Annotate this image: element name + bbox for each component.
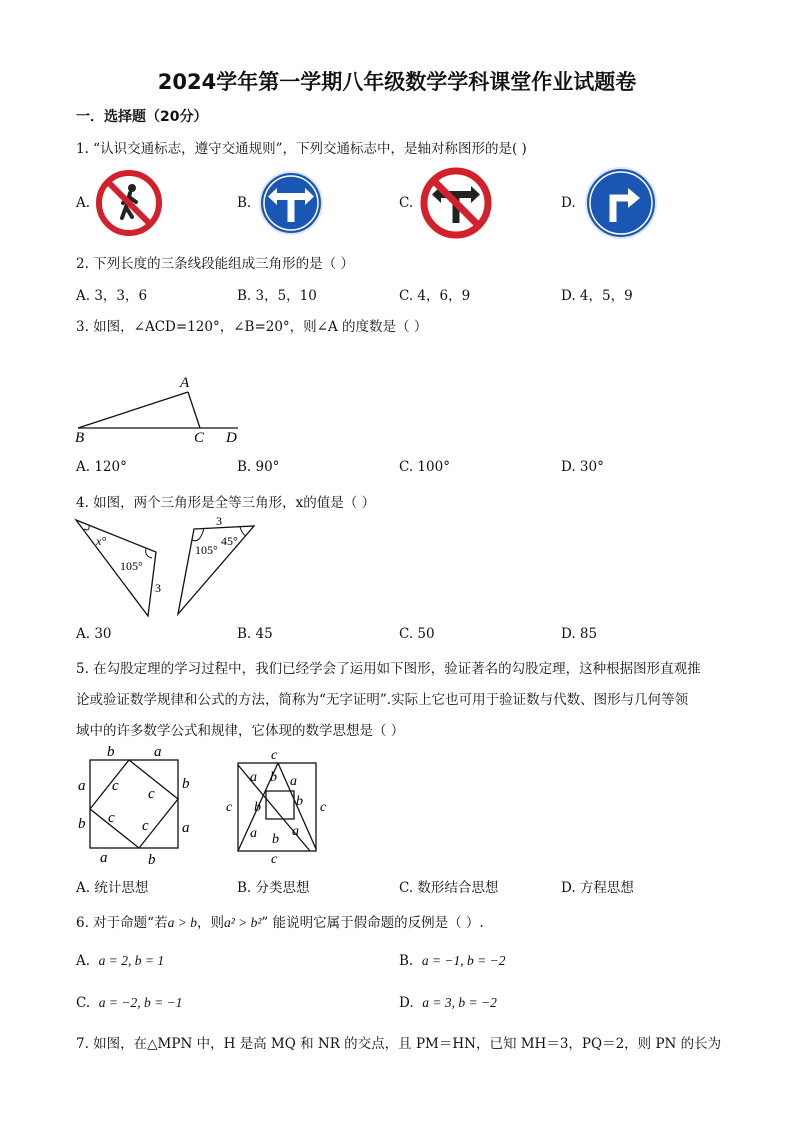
q4-triangles-figure [70,512,270,620]
q3-label-a: A [180,375,190,391]
q4-label-3-right: 3 [216,514,222,528]
q5-option-c: C. 数形结合思想 [399,880,499,896]
q2-option-a: A. 3，3，6 [76,288,148,304]
q3-label-c: C [194,430,205,446]
q5-fig2-label: b [270,770,277,785]
section-heading: 一．选择题（20分） [76,109,208,125]
q3-label-d: D [226,430,237,446]
q5-fig1-label: a [100,850,108,866]
q2-stem: 2. 下列长度的三条线段能组成三角形的是（ ） [76,256,354,272]
q5-fig1-label: b [148,852,156,868]
q3-option-d: D. 30° [561,459,604,475]
q4-option-c: C. 50 [399,626,435,642]
q4-stem: 4. 如图，两个三角形是全等三角形，x的值是（ ） [76,495,376,511]
q5-fig1-label: c [148,786,155,802]
q5-line-2: 论或验证数学规律和公式的方法，简称为“无字证明”.实际上它也可用于验证数与代数、图形与几何等领 [76,692,689,708]
q6-stem-part: 6. 对于命题“若 [76,915,168,931]
q6-option-letter: C. [76,995,91,1011]
q6-stem [76,911,484,931]
q2-option-d: D. 4，5，9 [561,288,633,304]
left-right-turn-sign-icon [258,170,324,236]
q1-stem: 1. “认识交通标志，遵守交通规则”，下列交通标志中，是轴对称图形的是( ) [76,141,527,157]
q6-option-c [76,995,182,1011]
q5-line-3: 域中的许多数学公式和规律，它体现的数学思想是（ ） [76,723,405,739]
q5-fig1-label: c [112,778,119,794]
q3-label-b: B [75,430,85,446]
q1-option-c: C. [399,195,414,211]
q6-option-letter: A. [76,953,91,969]
q5-fig2-label: b [254,800,261,815]
q5-fig2-label: a [250,770,257,785]
q5-fig2-label: c [320,800,327,815]
q5-option-a: A. 统计思想 [76,880,149,896]
q1-option-b: B. [237,195,252,211]
q2-option-b: B. 3，5，10 [237,288,317,304]
q5-fig2-label: c [271,748,278,763]
q6-stem-part: ，则 [196,915,224,931]
q4-option-d: D. 85 [561,626,598,642]
q6-option-d [399,995,497,1011]
q5-option-b: B. 分类思想 [237,880,310,896]
q5-fig1-label: a [182,820,190,836]
q5-line-1: 5. 在勾股定理的学习过程中，我们已经学会了运用如下图形，验证著名的勾股定理，这种根据图形直观推 [76,661,701,677]
q6-option-letter: B. [399,953,414,969]
no-pedestrian-sign-icon [96,170,162,236]
q3-option-a: A. 120° [76,459,127,475]
q4-option-b: B. 45 [237,626,273,642]
q6-stem-math: a > b [167,915,197,930]
q3-option-c: C. 100° [399,459,450,475]
q3-stem: 3. 如图，∠ACD=120°，∠B=20°，则∠A 的度数是（ ） [76,319,428,335]
q5-fig1-label: a [154,744,162,760]
q5-fig1-label: c [142,818,149,834]
q5-fig1-label: a [78,778,86,794]
q5-square-figure-right [222,745,334,865]
q6-option-value: a = −2, b = −1 [98,995,183,1010]
q5-fig1-label: b [107,744,115,760]
q5-fig1-label: b [78,816,86,832]
q3-option-b: B. 90° [237,459,280,475]
q4-label-45: 45° [221,534,238,548]
q6-option-value: a = −1, b = −2 [421,953,506,968]
q5-option-d: D. 方程思想 [561,880,634,896]
q5-fig2-label: c [271,852,278,865]
q4-label-3-left: 3 [155,581,161,595]
q4-label-105-left: 105° [120,559,143,573]
q5-fig2-label: b [296,794,303,809]
q1-option-d: D. [561,195,576,211]
right-turn-sign-icon [584,166,658,240]
q6-option-a [76,953,164,969]
q3-triangle-figure [70,370,250,446]
q4-label-105-right: 105° [195,543,218,557]
q7-stem: 7. 如图，在△MPN 中，H 是高 MQ 和 NR 的交点，且 PM＝HN，已知 MH＝3，PQ＝2，则 PN 的长为 [76,1036,722,1052]
q6-stem-math: a² > b² [223,915,262,930]
q5-fig2-label: b [272,832,279,847]
q6-option-value: a = 2, b = 1 [98,953,165,968]
q1-option-a: A. [76,195,91,211]
q5-square-figure-left [72,742,200,868]
q6-option-value: a = 3, b = −2 [422,995,497,1010]
q6-option-letter: D. [399,995,414,1011]
q5-fig2-label: a [292,824,299,839]
q2-option-c: C. 4，6，9 [399,288,471,304]
q4-option-a: A. 30 [76,626,112,642]
q5-fig2-label: a [290,774,297,789]
q5-fig1-label: c [108,810,115,826]
q5-fig2-label: c [226,800,233,815]
q5-fig2-label: a [250,826,257,841]
q6-option-b [399,953,506,969]
q4-label-x: x° [96,534,107,548]
q6-stem-part: ” 能说明它属于假命题的反例是（ ）. [261,915,484,931]
q5-fig1-label: b [182,776,190,792]
page-title: 2024学年第一学期八年级数学学科课堂作业试题卷 [157,70,637,94]
no-left-right-turn-sign-icon [420,167,492,239]
